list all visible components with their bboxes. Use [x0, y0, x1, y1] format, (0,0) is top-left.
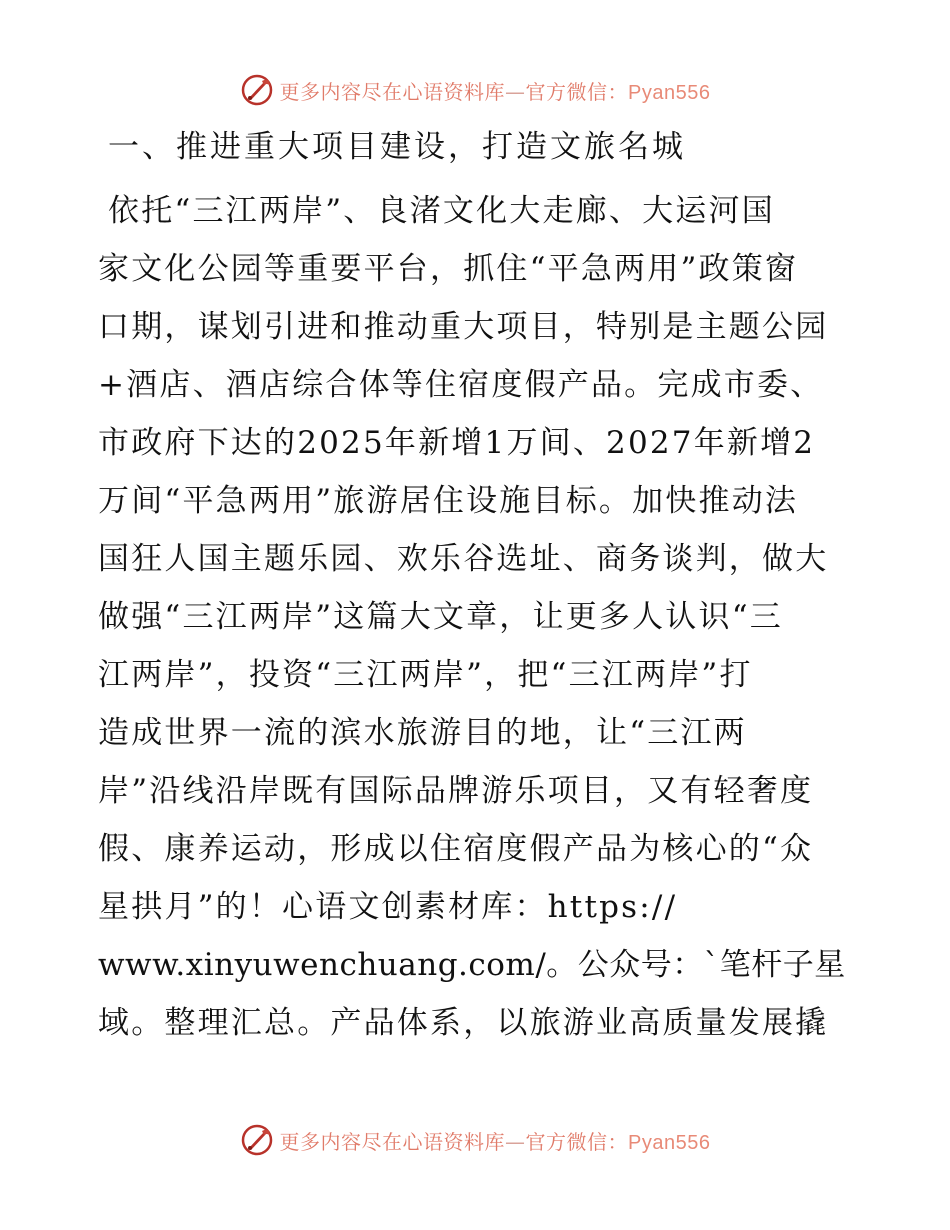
paragraph-line: www.xinyuwenchuang.com/。公众号：`笔杆子星	[98, 947, 846, 983]
paragraph-line: 家文化公园等重要平台，抓住“平急两用”政策窗	[98, 251, 799, 287]
quill-pen-logo-icon	[240, 1123, 274, 1157]
paragraph-line: 星拱月”的！心语文创素材库：https://	[98, 889, 678, 925]
watermark-text	[280, 76, 711, 105]
paragraph-line: 域。整理汇总。产品体系，以旅游业高质量发展撬	[98, 1005, 829, 1041]
paragraph-line: 口期，谋划引进和推动重大项目，特别是主题公园	[98, 309, 829, 345]
watermark-site-name: 更多内容尽在心语资料库	[279, 1129, 506, 1154]
watermark-header	[0, 70, 950, 110]
watermark-text	[280, 1126, 711, 1155]
watermark-contact-label: 官方微信：	[525, 79, 629, 104]
watermark-handle: Pyan556	[628, 81, 711, 104]
paragraph-line: 依托“三江两岸”、良渚文化大走廊、大运河国	[108, 193, 775, 229]
paragraph-line: 造成世界一流的滨水旅游目的地，让“三江两	[98, 715, 747, 751]
paragraph-line: 做强“三江两岸”这篇大文章，让更多人认识“三	[98, 599, 783, 635]
watermark-contact-label: 官方微信：	[525, 1129, 629, 1154]
paragraph-line: +酒店、酒店综合体等住宿度假产品。完成市委、	[98, 367, 824, 403]
watermark-footer	[0, 1120, 950, 1160]
paragraph-line: 假、康养运动，形成以住宿度假产品为核心的“众	[98, 831, 814, 867]
quill-pen-logo-icon	[240, 73, 274, 107]
paragraph-line: 万间“平急两用”旅游居住设施目标。加快推动法	[98, 483, 799, 519]
document-body	[98, 118, 858, 1052]
paragraph-line: 市政府下达的2025年新增1万间、2027年新增2	[98, 425, 816, 461]
watermark-separator: —	[505, 1129, 526, 1154]
watermark-site-name: 更多内容尽在心语资料库	[279, 79, 506, 104]
paragraph-line: 国狂人国主题乐园、欢乐谷选址、商务谈判，做大	[98, 541, 829, 577]
watermark-handle: Pyan556	[628, 1131, 711, 1154]
section-heading: 一、推进重大项目建设，打造文旅名城	[108, 129, 686, 165]
watermark-separator: —	[505, 79, 526, 104]
paragraph-line: 江两岸”，投资“三江两岸”，把“三江两岸”打	[98, 657, 753, 693]
paragraph-line: 岸”沿线沿岸既有国际品牌游乐项目，又有轻奢度	[98, 773, 814, 809]
